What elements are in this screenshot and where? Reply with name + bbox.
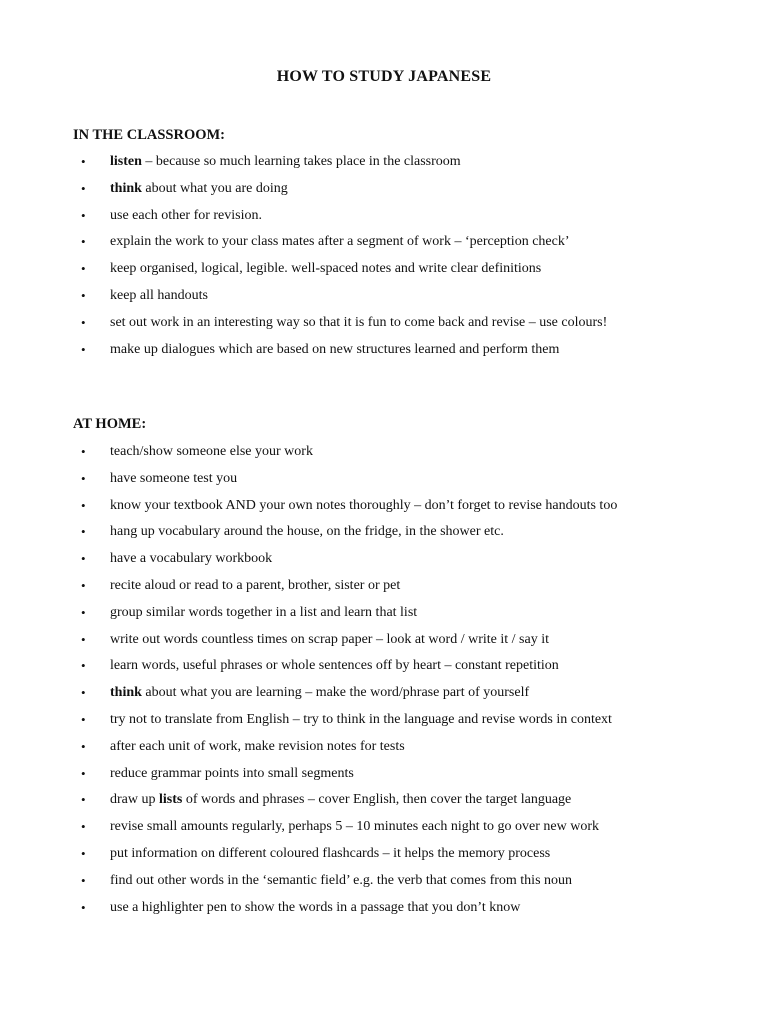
- list-item-text: [110, 233, 570, 251]
- list-item-text: [110, 684, 529, 702]
- bullet-icon: •: [81, 470, 86, 486]
- bullet-icon: •: [81, 631, 86, 647]
- list-item-text-body: of words and phrases – cover English, then cover the target language: [182, 792, 572, 808]
- list-item-emphasis: think: [110, 685, 142, 701]
- bullet-icon: •: [81, 341, 86, 357]
- list-item-text: [110, 287, 208, 305]
- bullet-icon: •: [81, 154, 86, 169]
- list-item-text: [110, 523, 504, 541]
- list-item-text-body: reduce grammar points into small segments: [110, 765, 354, 781]
- list-item-text: [110, 604, 417, 622]
- page-title: HOW TO STUDY JAPANESE: [276, 68, 492, 85]
- bullet-icon: •: [81, 444, 86, 459]
- list-item-text-body: find out other words in the ‘semantic field’ e.g. the verb that comes from this noun: [110, 872, 573, 888]
- list-item-text-body: – because so much learning takes place in the classroom: [141, 154, 461, 169]
- list-item-text-body: after each unit of work, make revision notes for tests: [110, 738, 405, 754]
- bullet-icon: •: [81, 711, 86, 727]
- list-item-text-body: set out work in an interesting way so that it is fun to come back and revise – use colours!: [110, 314, 608, 330]
- list-item-text: [110, 818, 599, 836]
- bullet-icon: •: [81, 819, 86, 835]
- list-item-text-body: hang up vocabulary around the house, on the fridge, in the shower etc.: [110, 524, 504, 540]
- bullet-icon: •: [81, 577, 86, 593]
- list-item-text: [110, 180, 288, 198]
- list-item-text: [110, 899, 520, 917]
- list-item-text-body: write out words countless times on scrap paper – look at word / write it / say it: [110, 631, 549, 647]
- list-item-text-body: teach/show someone else your work: [110, 444, 313, 459]
- bullet-icon: •: [81, 685, 86, 701]
- list-item-text: [110, 872, 572, 890]
- bullet-icon: •: [81, 551, 86, 567]
- list-item-text: [110, 550, 272, 568]
- list-item-text: [110, 577, 400, 595]
- bullet-icon: •: [81, 604, 86, 620]
- list-item-text: [110, 845, 550, 863]
- list-item-text: [110, 314, 607, 332]
- list-item-emphasis: think: [110, 180, 142, 196]
- list-item-text: [110, 207, 262, 225]
- bullet-icon: •: [81, 261, 86, 277]
- bullet-icon: •: [81, 765, 86, 781]
- bullet-icon: •: [81, 738, 86, 754]
- bullet-icon: •: [81, 497, 86, 513]
- bullet-icon: •: [81, 524, 86, 540]
- list-item-text: [110, 153, 461, 171]
- list-item-text-body: group similar words together in a list and learn that list: [110, 604, 418, 620]
- list-item-text: [110, 765, 354, 783]
- list-item-text: [110, 791, 571, 809]
- list-item-text: [110, 260, 541, 278]
- section-heading-classroom: IN THE CLASSROOM:: [73, 127, 226, 143]
- bullet-icon: •: [81, 658, 86, 674]
- list-item-text: [110, 443, 313, 461]
- list-item-text: [110, 341, 559, 359]
- bullet-icon: •: [81, 872, 86, 888]
- list-item-text-body: use a highlighter pen to show the words in a passage that you don’t know: [110, 899, 521, 915]
- list-item-emphasis: listen: [110, 154, 142, 169]
- list-item-text-body: recite aloud or read to a parent, brother, sister or pet: [110, 577, 401, 593]
- bullet-icon: •: [81, 287, 86, 303]
- list-item-text: [110, 711, 612, 729]
- list-item-text-body: know your textbook AND your own notes thoroughly – don’t forget to revise handouts too: [110, 497, 618, 513]
- list-item-text-body: about what you are doing: [141, 180, 288, 196]
- list-item-text-body: revise small amounts regularly, perhaps 5 – 10 minutes each night to go over new work: [110, 819, 599, 835]
- list-item-text: [110, 497, 617, 515]
- list-item-text: [110, 631, 549, 649]
- list-item-text: [110, 738, 405, 756]
- list-item-text-body: learn words, useful phrases or whole sentences off by heart – constant repetition: [110, 658, 559, 674]
- list-item-text-body: keep organised, logical, legible. well-spaced notes and write clear definitions: [110, 261, 542, 277]
- bullet-icon: •: [81, 899, 86, 915]
- bullet-icon: •: [81, 234, 86, 250]
- section-heading-home: AT HOME:: [73, 416, 147, 432]
- list-item-text-body: about what you are learning – make the word/phrase part of yourself: [141, 685, 530, 701]
- list-item-text-body: have someone test you: [110, 470, 238, 486]
- bullet-icon: •: [81, 180, 86, 196]
- list-item-emphasis: lists: [159, 792, 183, 808]
- bullet-icon: •: [81, 845, 86, 861]
- list-item-text-pre: draw up: [110, 792, 159, 808]
- bullet-icon: •: [81, 314, 86, 330]
- list-item-text-body: explain the work to your class mates after a segment of work – ‘perception check’: [110, 234, 570, 250]
- list-item-text-body: have a vocabulary workbook: [110, 551, 273, 567]
- list-item-text: [110, 657, 559, 675]
- bullet-icon: •: [81, 207, 86, 223]
- list-item-text-body: put information on different coloured flashcards – it helps the memory process: [110, 845, 551, 861]
- list-item-text-body: try not to translate from English – try to think in the language and revise words in context: [110, 711, 612, 727]
- list-item-text-body: keep all handouts: [110, 287, 208, 303]
- bullet-icon: •: [81, 792, 86, 808]
- list-item-text: [110, 470, 237, 488]
- list-item-text-body: use each other for revision.: [110, 207, 262, 223]
- list-item-text-body: make up dialogues which are based on new structures learned and perform them: [110, 341, 560, 357]
